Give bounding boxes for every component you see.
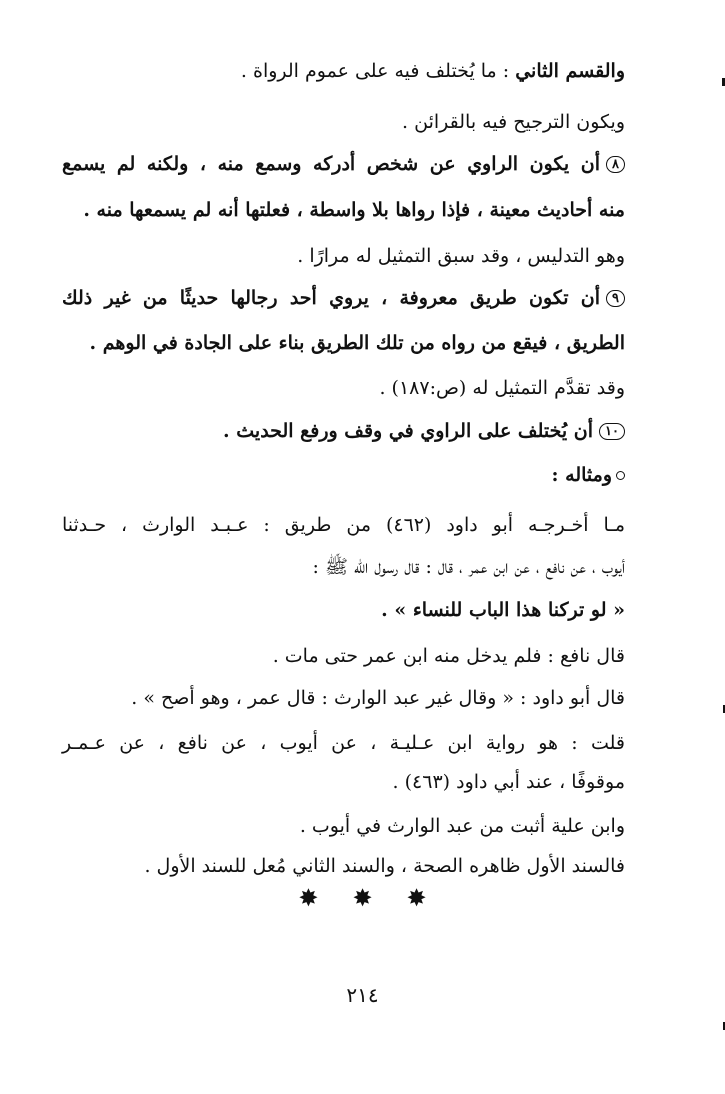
line-3 (62, 149, 625, 179)
item-number-10: ١٠ (599, 423, 625, 440)
line-6-text: أن تكون طريق معروفة ، يروي أحد رجالها حديثًا من غير ذلك (62, 287, 601, 309)
line-18: وابن علية أثبت من عبد الوارث في أيوب . (299, 815, 625, 837)
line-2: ويكون الترجيح فيه بالقرائن . (402, 111, 625, 133)
line-12: أيوب ، عن نافع ، عن ابن عمر ، قال : قال رسول الله ﷺ : (312, 556, 625, 578)
page-number: ٢١٤ (346, 983, 379, 1007)
item-number-8: ٨ (606, 156, 625, 173)
hadith-quote: « لو تركنا هذا الباب للنساء » . (381, 599, 625, 621)
line-1-text: : ما يُختلف فيه على عموم الرواة . (240, 60, 516, 82)
line-7: الطريق ، فيقع من رواه من تلك الطريق بناء على الجادة في الوهم . (89, 332, 625, 354)
line-3-text: أن يكون الراوي عن شخص أدركه وسمع منه ، ولكنه لم يسمع (62, 153, 601, 175)
item-number-9: ٩ (606, 290, 625, 307)
star-icon: ✸ (298, 884, 319, 912)
line-19: فالسند الأول ظاهره الصحة ، والسند الثاني مُعل للسند الأول . (144, 855, 625, 877)
line-10 (552, 460, 625, 490)
line-5: وهو التدليس ، وقد سبق التمثيل له مرارًا . (297, 245, 625, 267)
line-8: وقد تقدَّم التمثيل له (ص:١٨٧) . (379, 377, 625, 399)
line-9-text: أن يُختلف على الراوي في وقف ورفع الحديث . (223, 420, 594, 442)
line-4: منه أحاديث معينة ، فإذا رواها بلا واسطة ، فعلتها أنه لم يسمعها منه . (83, 199, 625, 221)
line-1 (241, 56, 625, 86)
line-11: مـا أخـرجـه أبو داود (٤٦٢) من طريق : عـبـد الوارث ، حـدثنا (62, 514, 625, 536)
line-17: موقوفًا ، عند أبي داود (٤٦٣) . (392, 771, 625, 793)
circle-marker-icon (616, 471, 625, 480)
line-15: قال أبو داود : « وقال غير عبد الوارث : قال عمر ، وهو أصح » . (131, 687, 625, 709)
line-14: قال نافع : فلم يدخل منه ابن عمر حتى مات . (272, 645, 625, 667)
section-heading: والقسم الثاني (515, 60, 625, 82)
line-16: قلت : هو رواية ابن عـليـة ، عن أيوب ، عن نافع ، عن عـمـر (62, 732, 625, 754)
section-divider (0, 884, 725, 912)
line-9 (223, 416, 625, 446)
example-heading: ومثاله : (551, 464, 612, 486)
line-6 (62, 283, 625, 313)
star-icon: ✸ (406, 884, 427, 912)
star-icon: ✸ (352, 884, 373, 912)
